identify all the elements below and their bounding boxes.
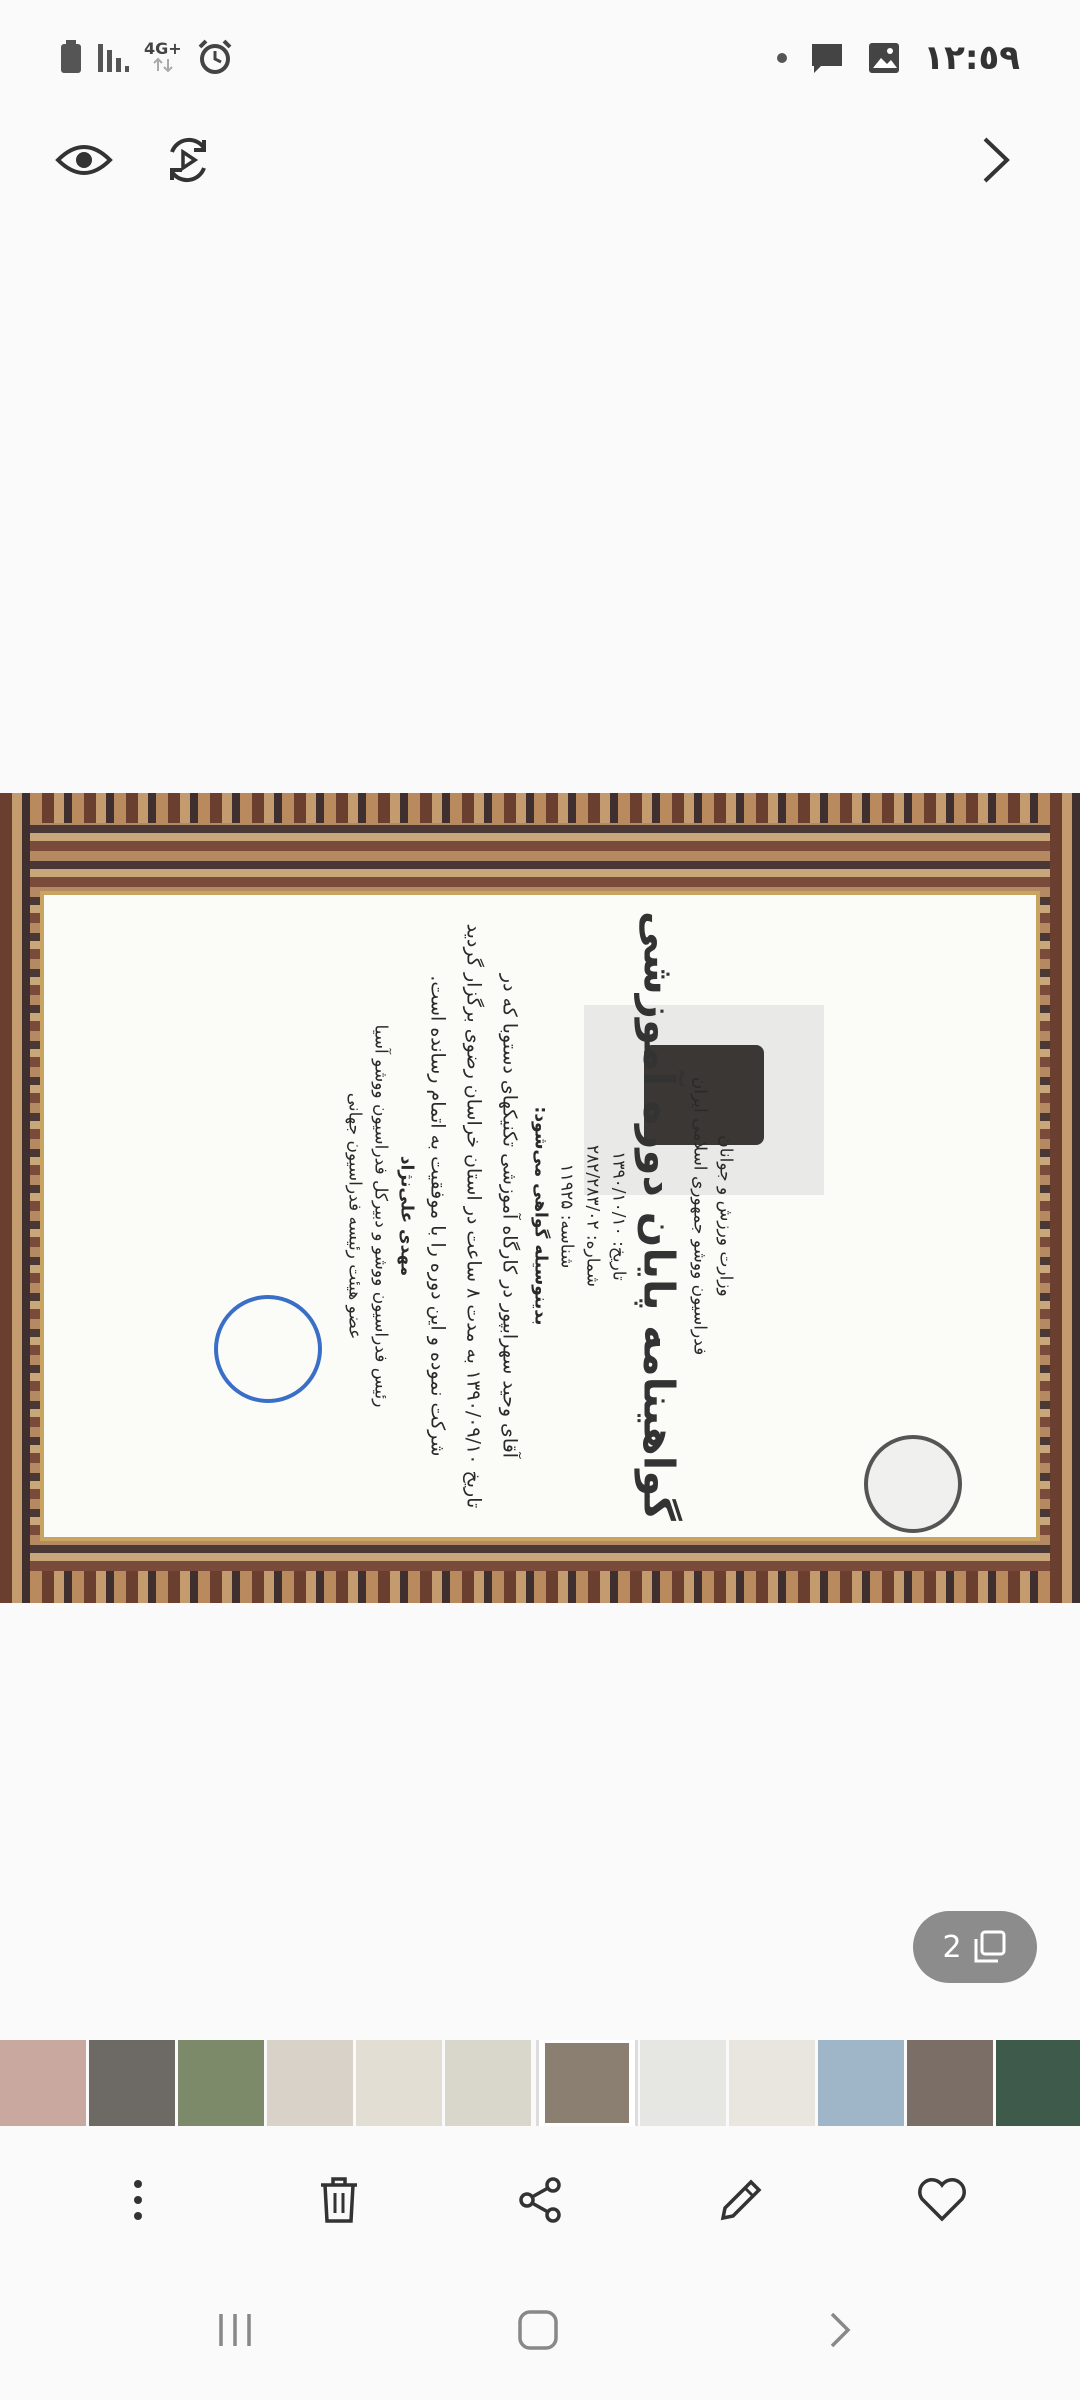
thumbnail[interactable] (907, 2040, 993, 2126)
thumbnail[interactable] (729, 2040, 815, 2126)
thumbnail-image (545, 2043, 629, 2123)
trash-icon (317, 2175, 361, 2225)
official-stamp (214, 1295, 322, 1403)
thumbnail[interactable] (356, 2040, 442, 2126)
recent-apps-button[interactable] (205, 2300, 265, 2360)
remaster-button[interactable] (158, 130, 218, 190)
image-count-badge[interactable] (913, 1911, 1037, 1983)
action-bar (0, 2150, 1080, 2250)
certificate-title: گواهینامه پایان دوره آموزشی (634, 911, 684, 1521)
certificate-text (339, 896, 742, 1536)
eye-icon (55, 140, 113, 180)
signal-icon (96, 40, 130, 74)
thumbnail[interactable] (0, 2040, 86, 2126)
alarm-icon (196, 38, 234, 76)
edit-button[interactable] (711, 2170, 771, 2230)
status-icons-right (777, 38, 1020, 78)
stack-icon (972, 1929, 1008, 1965)
view-button[interactable] (54, 130, 114, 190)
home-icon (517, 2309, 559, 2351)
thumbnail[interactable] (445, 2040, 531, 2126)
body-line-1: آقای وحید سهرابپور در کارگاه آموزشی تکنیکهای دستوبا که در (498, 973, 521, 1459)
thumbnail-strip[interactable] (0, 2040, 1080, 2126)
signer-title-2: عضو هیئت رئیسه فدراسیون جهانی (344, 1092, 365, 1340)
status-bar (0, 0, 1080, 120)
ministry-text: وزارت ورزش و جوانان (715, 1135, 736, 1297)
share-icon (517, 2177, 563, 2223)
federation-text: فدراسیون ووشو جمهوری اسلامی ایران (689, 1076, 710, 1356)
signer-title-1: رئیس فدراسیون ووشو و دبیرکل فدراسیون ووشو آسیا (370, 1024, 391, 1408)
next-button[interactable] (966, 130, 1026, 190)
share-button[interactable] (510, 2170, 570, 2230)
thumbnail[interactable] (267, 2040, 353, 2126)
gallery-icon (867, 41, 901, 75)
battery-icon (60, 40, 82, 74)
recent-apps-icon (215, 2312, 255, 2348)
thumbnail[interactable] (178, 2040, 264, 2126)
thumbnail[interactable] (640, 2040, 726, 2126)
intro-text: بدینوسیله گواهی می‌شود: (530, 1106, 551, 1326)
federation-logo (864, 1435, 962, 1533)
chevron-right-icon (828, 2310, 852, 2350)
delete-button[interactable] (309, 2170, 369, 2230)
image-count: 2 (942, 1929, 962, 1965)
body-line-3: شرکت نموده و این دوره را با موفقیت به اتمام رسانده است. (426, 975, 449, 1457)
navigation-bar (0, 2280, 1080, 2380)
clock: ١٢:٥٩ (923, 38, 1020, 78)
body-line-2: تاریخ ۱۳۹۰/۰۹/۱۰ به مدت ۸ ساعت در استان خراسان رضوی برگزار گردید (462, 923, 485, 1509)
network-type: 4G+ (144, 39, 182, 58)
more-options-button[interactable] (108, 2170, 168, 2230)
thumbnail[interactable] (818, 2040, 904, 2126)
more-vertical-icon (132, 2178, 144, 2222)
favorite-button[interactable] (912, 2170, 972, 2230)
photo-view[interactable] (0, 793, 1080, 1603)
back-button[interactable] (810, 2300, 870, 2360)
status-icons-left (60, 38, 234, 76)
thumbnail[interactable] (996, 2040, 1080, 2126)
number-text: شماره: ۲۸۲/۲۸۳/۰۲ (582, 1144, 603, 1287)
remaster-play-icon (162, 134, 214, 186)
chevron-right-icon (981, 135, 1011, 185)
signer-name: مهدی علی‌نژاد (396, 1155, 417, 1277)
network-indicator (144, 41, 182, 73)
notification-dot (777, 53, 787, 63)
home-button[interactable] (508, 2300, 568, 2360)
data-arrows-icon (152, 57, 174, 73)
message-icon (809, 41, 845, 75)
thumbnail-selected[interactable] (536, 2040, 638, 2126)
certificate-paper (40, 891, 1040, 1541)
pencil-icon (717, 2176, 765, 2224)
thumbnail[interactable] (89, 2040, 175, 2126)
date-text: تاریخ: ۱۳۹۰/۱۰/۱۰ (608, 1151, 629, 1281)
heart-icon (916, 2177, 968, 2223)
id-text: شناسه: ۱۱۹۲۵ (556, 1163, 577, 1269)
